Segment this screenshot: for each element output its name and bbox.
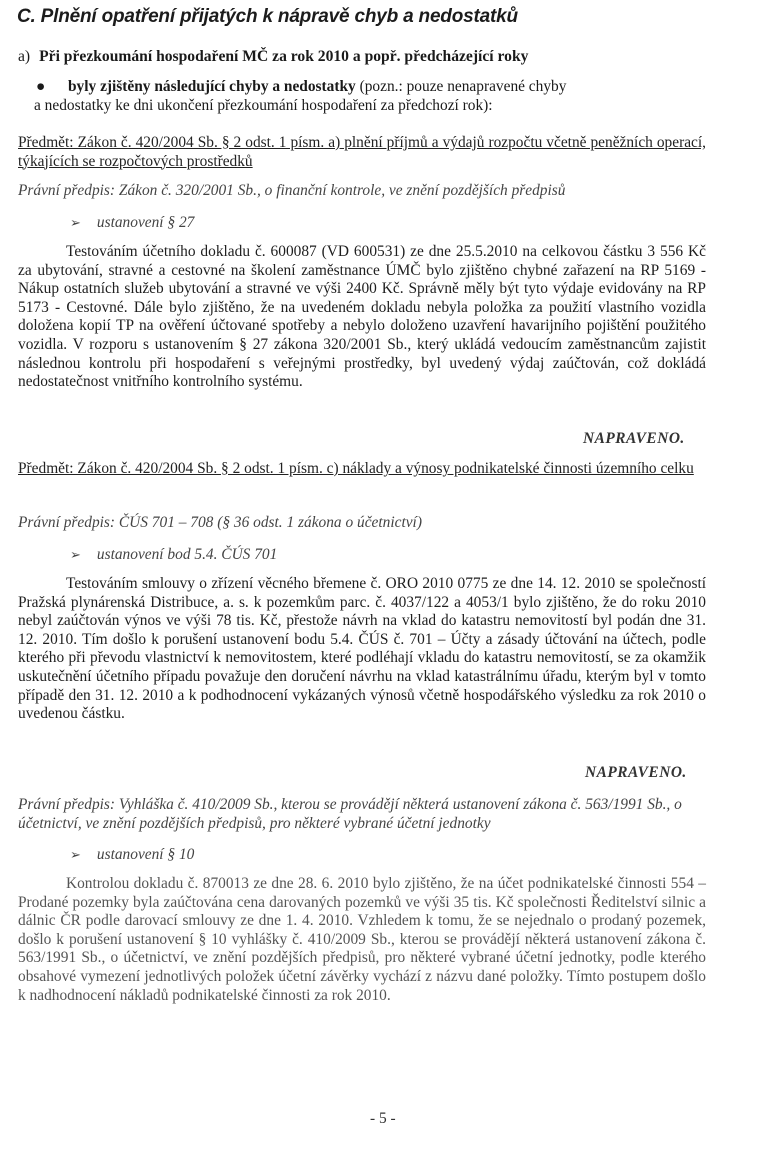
section-heading — [18, 48, 528, 67]
findings-intro-line1 — [34, 78, 712, 97]
status-napraveno-2: NAPRAVENO. — [585, 764, 687, 781]
finding-3-text: Kontrolou dokladu č. 870013 ze dne 28. 6. 2010 bylo zjištěno, že na účet podnikatelské činnosti 554 – Prodané pozemky byla zaúčtována cena darovaných pozemků ve výši 35 tis. Kč společnosti Ředitelství silnic a dálnic ČR podle darovací smlouvy ze dne 1. 4. 2010. Vzhledem k tomu, že se nejednalo o prodaný pozemek, došlo k porušení ustanovení § 10 vyhlášky č. 410/2009 Sb., kterou se provádějí některá ustanovení zákona č. 563/1991 Sb., o účetnictví, ve znění pozdějších předpisů, pro některé vybrané účetní jednotky, podle kterého obsahové vymezení jednotlivých položek účetní závěrky vychází z názvu dané položky. Tímto postupem došlo k nadhodnocení nákladů podnikatelské činnosti za rok 2010. — [18, 875, 706, 1004]
provision-2-text: ustanovení bod 5.4. ČÚS 701 — [96, 546, 278, 563]
finding-paragraph-2 — [18, 575, 706, 724]
status-napraveno-1: NAPRAVENO. — [583, 430, 685, 447]
finding-paragraph-1 — [18, 243, 706, 392]
finding-paragraph-3 — [18, 875, 706, 1005]
subject-1: Předmět: Zákon č. 420/2004 Sb. § 2 odst. 1 písm. a) plnění příjmů a výdajů rozpočtu včetně peněžních operací, týkajících se rozpočtových prostředků — [18, 134, 706, 170]
findings-intro-line2: a nedostatky ke dni ukončení přezkoumání hospodaření za předchozí rok): — [34, 96, 493, 114]
arrow-bullet-icon: ➢ — [70, 848, 81, 863]
legal-regulation-3: Právní předpis: Vyhláška č. 410/2009 Sb., kterou se provádějí některá ustanovení zákona č. 563/1991 Sb., o účetnictví, ve znění pozdějších předpisů, pro některé vybrané účetní jednotky — [18, 796, 682, 832]
provision-3-text: ustanovení § 10 — [96, 846, 195, 863]
findings-intro-note: (pozn.: pouze nenapravené chyby — [355, 78, 567, 95]
page-number: - 5 - — [370, 1110, 396, 1127]
provision-1 — [70, 214, 194, 234]
legal-regulation-2: Právní předpis: ČÚS 701 – 708 (§ 36 odst. 1 zákona o účetnictví) — [18, 514, 422, 531]
provision-2 — [70, 546, 277, 566]
section-letter: a) — [18, 48, 31, 65]
arrow-bullet-icon: ➢ — [70, 216, 81, 231]
chapter-heading: C. Plnění opatření přijatých k nápravě chyb a nedostatků — [17, 6, 518, 27]
subject-2: Předmět: Zákon č. 420/2004 Sb. § 2 odst. 1 písm. c) náklady a výnosy podnikatelské činnosti územního celku — [18, 460, 694, 477]
provision-3 — [70, 846, 194, 866]
arrow-bullet-icon: ➢ — [70, 548, 81, 563]
findings-intro — [34, 78, 712, 115]
finding-2-text: Testováním smlouvy o zřízení věcného břemene č. ORO 2010 0775 ze dne 14. 12. 2010 se společností Pražská plynárenská Distribuce, a. s. k pozemkům parc. č. 4037/122 a 4053/1 bylo zjištěno, že do roku 2010 nebyl zaúčtován výnos ve výši 78 tis. Kč, přestože návrh na vklad do katastru nemovitostí byl podán dne 31. 12. 2010. Tím došlo k porušení ustanovení bodu 5.4. ČÚS č. 701 – Účty a zásady účtování na účtech, podle kterého při převodu vlastnictví k nemovitostem, které podléhají vkladu do katastru nemovitostí, se za okamžik uskutečnění účetního případu považuje den doručení návrhu na vklad katastrálnímu úřadu, kterým byl v tomto případě den 31. 12. 2010 a k podhodnocení vykázaných výnosů včetně hospodářského výsledku za rok 2010 o uvedenou částku. — [18, 575, 706, 723]
bullet-dot-icon: ● — [36, 78, 46, 95]
findings-intro-bold: byly zjištěny následující chyby a nedostatky — [68, 78, 356, 95]
provision-1-text: ustanovení § 27 — [96, 214, 195, 231]
finding-1-text: Testováním účetního dokladu č. 600087 (VD 600531) ze dne 25.5.2010 na celkovou částku 3 556 Kč za ubytování, stravné a cestovné na školení zaměstnance ÚMČ bylo zjištěno chybné zařazení na RP 5169 - Nákup ostatních služeb ubytování a stravné ve výši 2400 Kč. Správně měly být tyto výdaje evidovány na RP 5173 - Cestovné. Dále bylo zjištěno, že na uvedeném dokladu nebyla položka za použití vlastního vozidla doložena kopií TP na ověření účtované spotřeby a nebylo doloženo uzavření havarijního pojištění použitého vozidla. V rozporu s ustanovením § 27 zákona 320/2001 Sb., který ukládá vedoucím zaměstnancům zajistit následnou kontrolu při hospodaření s veřejnými prostředky, byl uvedený výdaj zaúčtován, což dokládá nedostatečnost vnitřního kontrolního systému. — [18, 243, 706, 391]
section-title: Při přezkoumání hospodaření MČ za rok 2010 a popř. předcházející roky — [39, 48, 529, 65]
legal-regulation-1: Právní předpis: Zákon č. 320/2001 Sb., o finanční kontrole, ve znění pozdějších předpisů — [18, 182, 566, 199]
